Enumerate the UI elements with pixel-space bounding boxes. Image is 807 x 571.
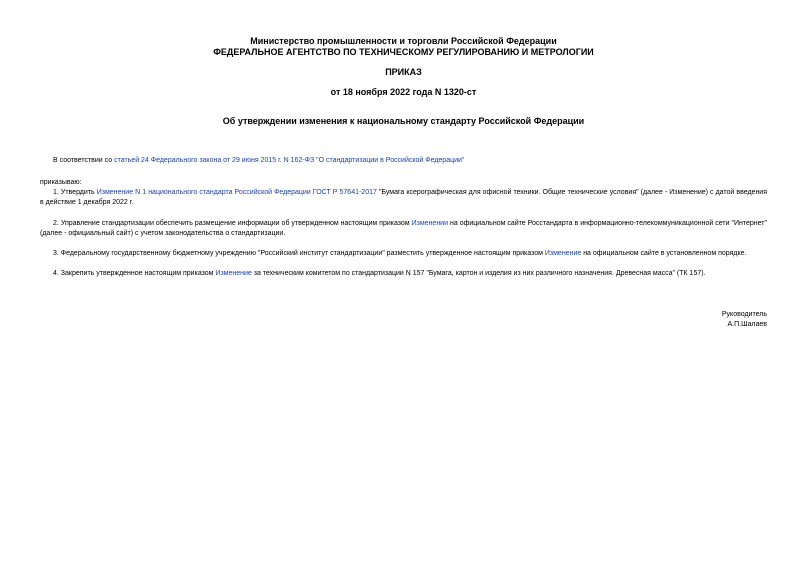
law-link[interactable]: статьей 24 Федерального закона от 29 июня 2015 г. N 162-ФЗ "О стандартизации в Российской Федерации" xyxy=(114,157,465,164)
item-1-text-b: "Бумага ксерографическая для офисной техники. Общие технические условия" (далее - Изменение) с датой введения в действие 1 декабря 2022 г. xyxy=(40,189,768,206)
item-3 xyxy=(40,249,767,259)
item-1 xyxy=(40,188,767,208)
preamble xyxy=(40,156,767,166)
doc-date-number: от 18 ноября 2022 года N 1320-ст xyxy=(330,87,477,97)
order-word: приказываю: xyxy=(40,179,82,186)
signature-position: Руководитель xyxy=(721,311,767,318)
item-2-text-a: 2. Управление стандартизации обеспечить размещение информации об утвержденном настоящим приказом xyxy=(53,220,412,227)
agency-name: ФЕДЕРАЛЬНОЕ АГЕНТСТВО ПО ТЕХНИЧЕСКОМУ РЕГУЛИРОВАНИЮ И МЕТРОЛОГИИ xyxy=(213,47,594,57)
item-4-text-b: за техническим комитетом по стандартизации N 157 "Бумага, картон и изделия из них различного назначения. Древесная масса" (ТК 157). xyxy=(251,270,706,277)
item-4-text-a: 4. Закрепить утвержденное настоящим приказом xyxy=(53,270,216,277)
ministry-name: Министерство промышленности и торговли Российской Федерации xyxy=(250,36,557,46)
amendment-link-4[interactable]: Изменение xyxy=(215,270,252,277)
item-3-text-b: на официальном сайте в установленном порядке. xyxy=(581,250,747,257)
doc-title: Об утверждении изменения к национальному стандарту Российской Федерации xyxy=(222,116,585,126)
doc-type: ПРИКАЗ xyxy=(385,67,422,77)
signature-name: А.П.Шалаев xyxy=(727,321,767,328)
item-1-text-a: 1. Утвердить xyxy=(53,189,97,196)
amendment-link-2[interactable]: Изменении xyxy=(411,220,449,227)
amendment-link-3[interactable]: Изменение xyxy=(544,250,582,257)
item-3-text-a: 3. Федеральному государственному бюджетному учреждению "Российский институт стандартизации" разместить утвержденное настоящим приказом xyxy=(53,250,545,257)
item-2-text-b: на официальном сайте Росстандарта в информационно-телекоммуникационной сети "Интернет" (далее - официальный сайт) с учетом законодательства о стандартизации. xyxy=(40,220,767,237)
item-4 xyxy=(40,269,767,279)
item-2 xyxy=(40,219,767,239)
amendment-standard-link[interactable]: Изменение N 1 национального стандарта Российской Федерации ГОСТ Р 57641-2017 xyxy=(96,189,377,196)
preamble-text: В соответствии со xyxy=(53,157,115,164)
